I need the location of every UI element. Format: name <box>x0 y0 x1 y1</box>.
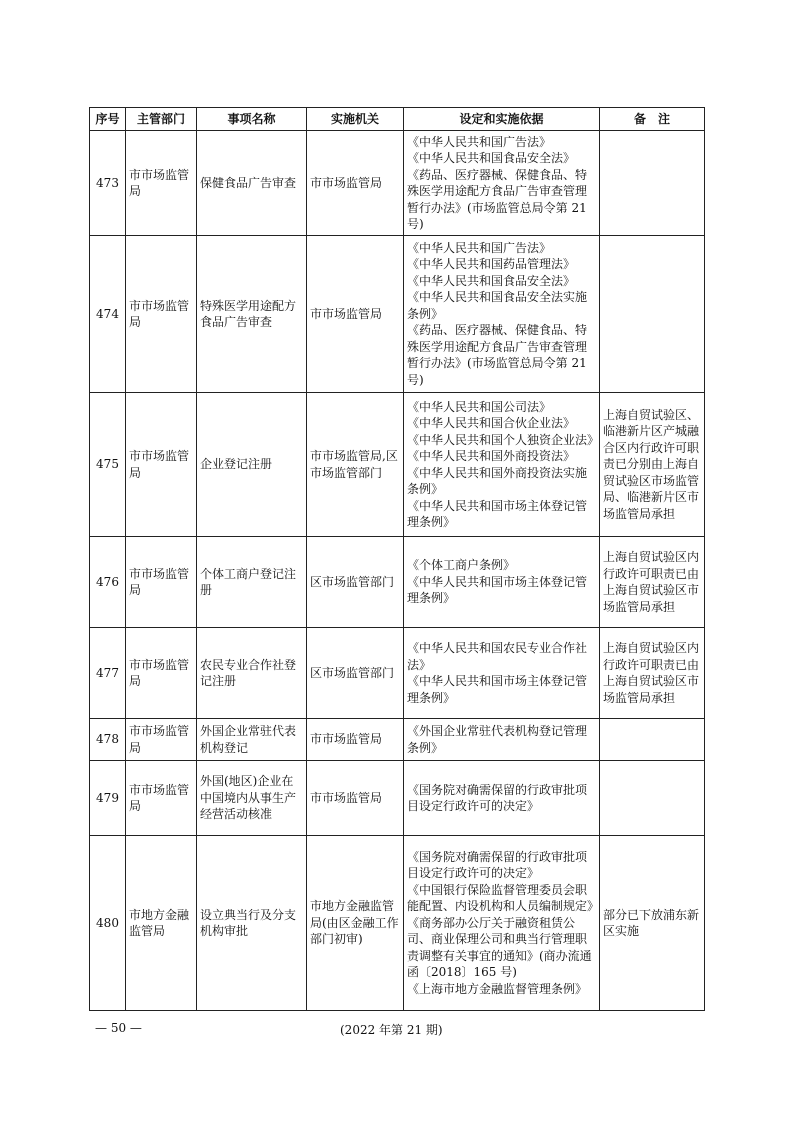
basis-line: 《中华人民共和国外商投资法》 <box>407 449 576 463</box>
basis-line: 《药品、医疗器械、保健食品、特殊医学用途配方食品广告审查管理暂行办法》(市场监管总局令第 21 号) <box>407 167 588 231</box>
item-name-cell: 设立典当行及分支机构审批 <box>197 836 307 1011</box>
header-note: 备 注 <box>600 108 705 131</box>
table-row <box>90 131 705 236</box>
row-number: 474 <box>90 236 126 393</box>
item-name-cell: 特殊医学用途配方食品广告审查 <box>197 236 307 393</box>
basis-cell <box>404 719 600 761</box>
basis-line: 《中华人民共和国农民专业合作社法》 <box>407 641 588 672</box>
basis-line: 《中华人民共和国食品安全法》 <box>407 273 576 288</box>
header-agency: 实施机关 <box>307 108 404 131</box>
note-cell <box>600 236 705 393</box>
basis-line: 《中华人民共和国个人独资企业法》 <box>407 432 600 447</box>
table-row <box>90 393 705 537</box>
agency-cell: 市市场监管局 <box>307 761 404 836</box>
basis-cell <box>404 836 600 1011</box>
dept-cell: 市市场监管局 <box>126 628 197 719</box>
row-number: 478 <box>90 719 126 761</box>
note-cell: 部分已下放浦东新区实施 <box>600 836 705 1011</box>
item-name-cell: 保健食品广告审查 <box>197 131 307 236</box>
agency-cell: 市市场监管局 <box>307 719 404 761</box>
note-cell <box>600 131 705 236</box>
table-row <box>90 761 705 836</box>
basis-cell <box>404 761 600 836</box>
basis-line: 《中华人民共和国公司法》 <box>407 399 552 414</box>
table-header-row <box>90 108 705 131</box>
approval-items-table <box>89 107 705 1011</box>
dept-cell: 市市场监管局 <box>126 131 197 236</box>
basis-line: 《药品、医疗器械、保健食品、特殊医学用途配方食品广告审查管理暂行办法》(市场监管总局令第 21 号) <box>407 323 588 387</box>
basis-line: 《个体工商户条例》 <box>407 558 516 573</box>
dept-cell: 市地方金融监管局 <box>126 836 197 1011</box>
table-row <box>90 628 705 719</box>
header-item: 事项名称 <box>197 108 307 131</box>
basis-line: 《上海市地方金融监督管理条例》 <box>407 981 588 996</box>
issue-label: (2022 年第 21 期) <box>340 1023 443 1037</box>
basis-cell <box>404 537 600 628</box>
dept-cell: 市市场监管局 <box>126 719 197 761</box>
row-number: 479 <box>90 761 126 836</box>
basis-line: 《中华人民共和国市场主体登记管理条例》 <box>407 498 588 529</box>
table-row <box>90 836 705 1011</box>
basis-line: 《商务部办公厅关于融资租赁公司、商业保理公司和典当行管理职责调整有关事宜的通知》(商办流通函〔2018〕165 号) <box>407 915 592 980</box>
row-number: 473 <box>90 131 126 236</box>
note-cell: 上海自贸试验区内行政许可职责已由上海自贸试验区市场监管局承担 <box>600 628 705 719</box>
note-cell: 上海自贸试验区、临港新片区产城融合区内行政许可职责已分别由上海自贸试验区市场监管局、临港新片区市场监管局承担 <box>600 393 705 537</box>
note-cell <box>600 761 705 836</box>
header-basis: 设定和实施依据 <box>404 108 600 131</box>
basis-line: 《国务院对确需保留的行政审批项目设定行政许可的决定》 <box>407 849 588 881</box>
dept-cell: 市市场监管局 <box>126 761 197 836</box>
table-row <box>90 537 705 628</box>
table-row <box>90 236 705 393</box>
item-name-cell: 个体工商户登记注册 <box>197 537 307 628</box>
row-number: 476 <box>90 537 126 628</box>
table-row <box>90 719 705 761</box>
basis-line: 《中华人民共和国合伙企业法》 <box>407 416 576 430</box>
agency-cell: 市市场监管局 <box>307 236 404 393</box>
row-number: 475 <box>90 393 126 537</box>
basis-line: 《中华人民共和国食品安全法》 <box>407 151 576 165</box>
page-number: — 50 — <box>95 1021 142 1035</box>
dept-cell: 市市场监管局 <box>126 537 197 628</box>
basis-line: 《中华人民共和国市场主体登记管理条例》 <box>407 574 588 606</box>
basis-line: 《中华人民共和国食品安全法实施条例》 <box>407 290 588 321</box>
row-number: 477 <box>90 628 126 719</box>
basis-cell <box>404 628 600 719</box>
item-name-cell: 外国(地区)企业在中国境内从事生产经营活动核准 <box>197 761 307 836</box>
note-cell: 上海自贸试验区内行政许可职责已由上海自贸试验区市场监管局承担 <box>600 537 705 628</box>
basis-line: 《中华人民共和国外商投资法实施条例》 <box>407 465 588 496</box>
basis-line: 《中华人民共和国市场主体登记管理条例》 <box>407 674 588 705</box>
dept-cell: 市市场监管局 <box>126 236 197 393</box>
item-name-cell: 外国企业常驻代表机构登记 <box>197 719 307 761</box>
agency-cell: 市市场监管局 <box>307 131 404 236</box>
note-cell <box>600 719 705 761</box>
basis-line: 《中国银行保险监督管理委员会职能配置、内设机构和人员编制规定》 <box>407 882 600 914</box>
item-name-cell: 农民专业合作社登记注册 <box>197 628 307 719</box>
basis-cell <box>404 236 600 393</box>
basis-line: 《中华人民共和国药品管理法》 <box>407 257 576 272</box>
basis-cell <box>404 393 600 537</box>
row-number: 480 <box>90 836 126 1011</box>
header-dept: 主管部门 <box>126 108 197 131</box>
agency-cell: 区市场监管部门 <box>307 537 404 628</box>
basis-line: 《外国企业常驻代表机构登记管理条例》 <box>407 724 588 755</box>
dept-cell: 市市场监管局 <box>126 393 197 537</box>
basis-line: 《国务院对确需保留的行政审批项目设定行政许可的决定》 <box>407 782 588 813</box>
agency-cell: 区市场监管部门 <box>307 628 404 719</box>
basis-line: 《中华人民共和国广告法》 <box>407 134 552 149</box>
agency-cell: 市地方金融监管局(由区金融工作部门初审) <box>307 836 404 1011</box>
item-name-cell: 企业登记注册 <box>197 393 307 537</box>
basis-cell <box>404 131 600 236</box>
agency-cell: 市市场监管局,区市场监管部门 <box>307 393 404 537</box>
basis-line: 《中华人民共和国广告法》 <box>407 240 552 255</box>
header-no: 序号 <box>90 108 126 131</box>
